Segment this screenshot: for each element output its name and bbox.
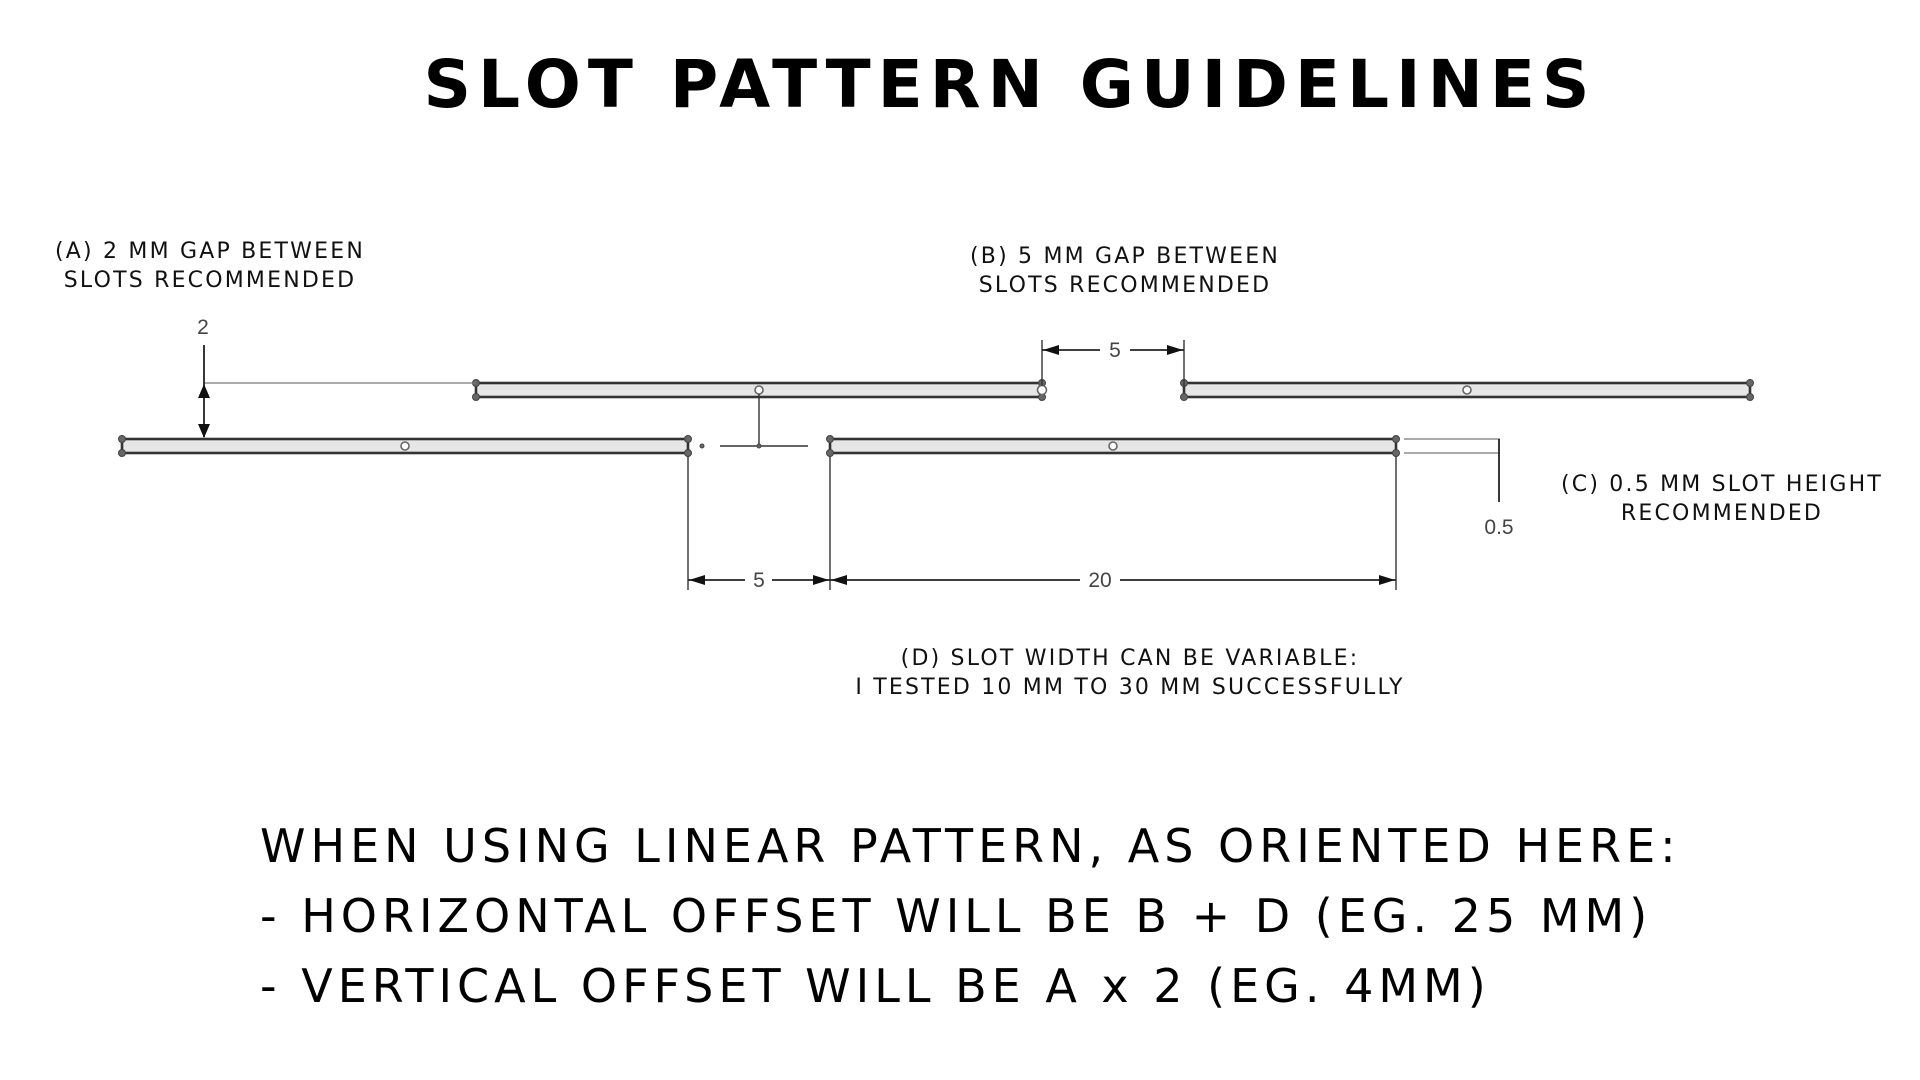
note-d-line2: I TESTED 10 MM TO 30 MM SUCCESSFULLY <box>855 675 1405 700</box>
dimension-label-0-5: 0.5 <box>1484 516 1514 539</box>
dimension-slot-height <box>1404 439 1514 539</box>
dimension-lower-gap <box>688 456 830 592</box>
instructions-line2: - HORIZONTAL OFFSET WILL BE B + D (EG. 25 MM) <box>260 889 1653 943</box>
note-a <box>55 239 365 293</box>
note-d <box>855 646 1404 700</box>
dimension-label-upper-5: 5 <box>1109 339 1121 362</box>
note-b-line2: SLOTS RECOMMENDED <box>978 273 1272 298</box>
dimension-vertical-gap <box>197 316 476 438</box>
note-b <box>970 244 1280 298</box>
note-b-line1: (B) 5 MM GAP BETWEEN <box>970 244 1280 269</box>
note-a-line1: (A) 2 MM GAP BETWEEN <box>55 239 365 264</box>
note-d-line1: (D) SLOT WIDTH CAN BE VARIABLE: <box>900 646 1360 671</box>
slot-lower-left <box>119 436 692 457</box>
dimension-slot-width <box>830 456 1396 592</box>
dimension-label-20: 20 <box>1088 569 1112 592</box>
slot-upper-right <box>1181 380 1754 401</box>
dimension-upper-gap <box>1042 339 1184 386</box>
dimension-label-lower-5: 5 <box>753 569 765 592</box>
page-title: SLOT PATTERN GUIDELINES <box>423 46 1597 123</box>
note-c <box>1561 472 1883 526</box>
instructions <box>260 819 1681 1013</box>
note-a-line2: SLOTS RECOMMENDED <box>63 268 357 293</box>
construction-line <box>700 394 808 448</box>
note-c-line1: (C) 0.5 MM SLOT HEIGHT <box>1560 472 1884 497</box>
slot-lower-right <box>827 436 1400 457</box>
instructions-line1: WHEN USING LINEAR PATTERN, AS ORIENTED HERE: <box>260 819 1681 873</box>
instructions-line3: - VERTICAL OFFSET WILL BE A x 2 (EG. 4MM) <box>260 959 1491 1013</box>
dimension-label-2: 2 <box>197 316 209 339</box>
note-c-line2: RECOMMENDED <box>1620 501 1824 526</box>
